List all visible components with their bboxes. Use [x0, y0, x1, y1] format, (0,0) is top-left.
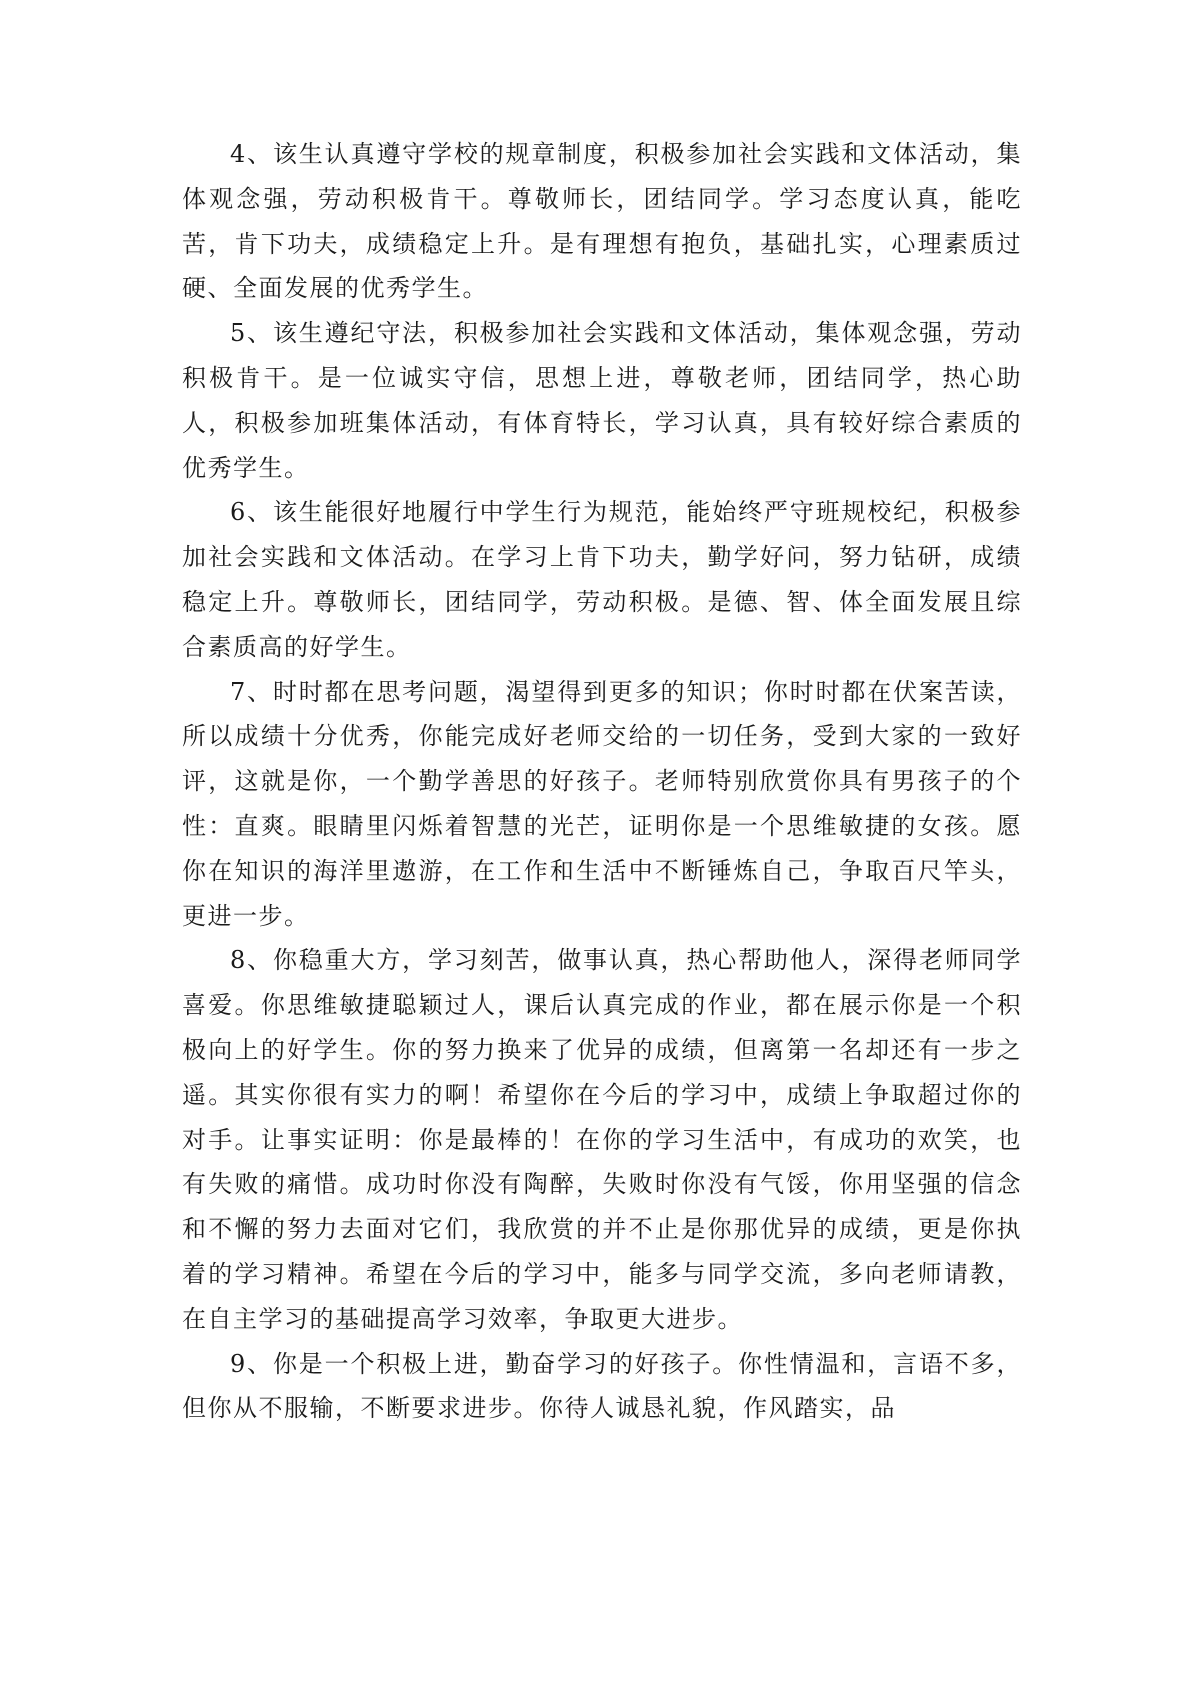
comment-paragraph-7: 7、时时都在思考问题，渴望得到更多的知识；你时时都在伏案苦读，所以成绩十分优秀，你能完成好老师交给的一切任务，受到大家的一致好评，这就是你，一个勤学善思的好孩子。老师特别欣赏你具有男孩子的个性：直爽。眼睛里闪烁着智慧的光芒，证明你是一个思维敏捷的女孩。愿你在知识的海洋里遨游，在工作和生活中不断锤炼自己，争取百尺竿头，更进一步。	[182, 677, 1022, 930]
comment-paragraph-5: 5、该生遵纪守法，积极参加社会实践和文体活动，集体观念强，劳动积极肯干。是一位诚实守信，思想上进，尊敬老师，团结同学，热心助人，积极参加班集体活动，有体育特长，学习认真，具有较好综合素质的优秀学生。	[182, 319, 1022, 482]
comment-paragraph-9: 9、你是一个积极上进，勤奋学习的好孩子。你性情温和，言语不多，但你从不服输，不断要求进步。你待人诚恳礼貌，作风踏实，品	[182, 1349, 1022, 1423]
comment-paragraph-6: 6、该生能很好地履行中学生行为规范，能始终严守班规校纪，积极参加社会实践和文体活动。在学习上肯下功夫，勤学好问，努力钻研，成绩稳定上升。尊敬师长，团结同学，劳动积极。是德、智、体全面发展且综合素质高的好学生。	[182, 498, 1022, 661]
comment-paragraph-8: 8、你稳重大方，学习刻苦，做事认真，热心帮助他人，深得老师同学喜爱。你思维敏捷聪颖过人，课后认真完成的作业，都在展示你是一个积极向上的好学生。你的努力换来了优异的成绩，但离第一名却还有一步之遥。其实你很有实力的啊！希望你在今后的学习中，成绩上争取超过你的对手。让事实证明：你是最棒的！在你的学习生活中，有成功的欢笑，也有失败的痛惜。成功时你没有陶醉，失败时你没有气馁，你用坚强的信念和不懈的努力去面对它们，我欣赏的并不止是你那优异的成绩，更是你执着的学习精神。希望在今后的学习中，能多与同学交流，多向老师请教，在自主学习的基础提高学习效率，争取更大进步。	[182, 946, 1022, 1333]
comment-paragraph-4: 4、该生认真遵守学校的规章制度，积极参加社会实践和文体活动，集体观念强，劳动积极肯干。尊敬师长，团结同学。学习态度认真，能吃苦，肯下功夫，成绩稳定上升。是有理想有抱负，基础扎实，心理素质过硬、全面发展的优秀学生。	[182, 140, 1022, 303]
document-body	[182, 132, 1022, 1431]
